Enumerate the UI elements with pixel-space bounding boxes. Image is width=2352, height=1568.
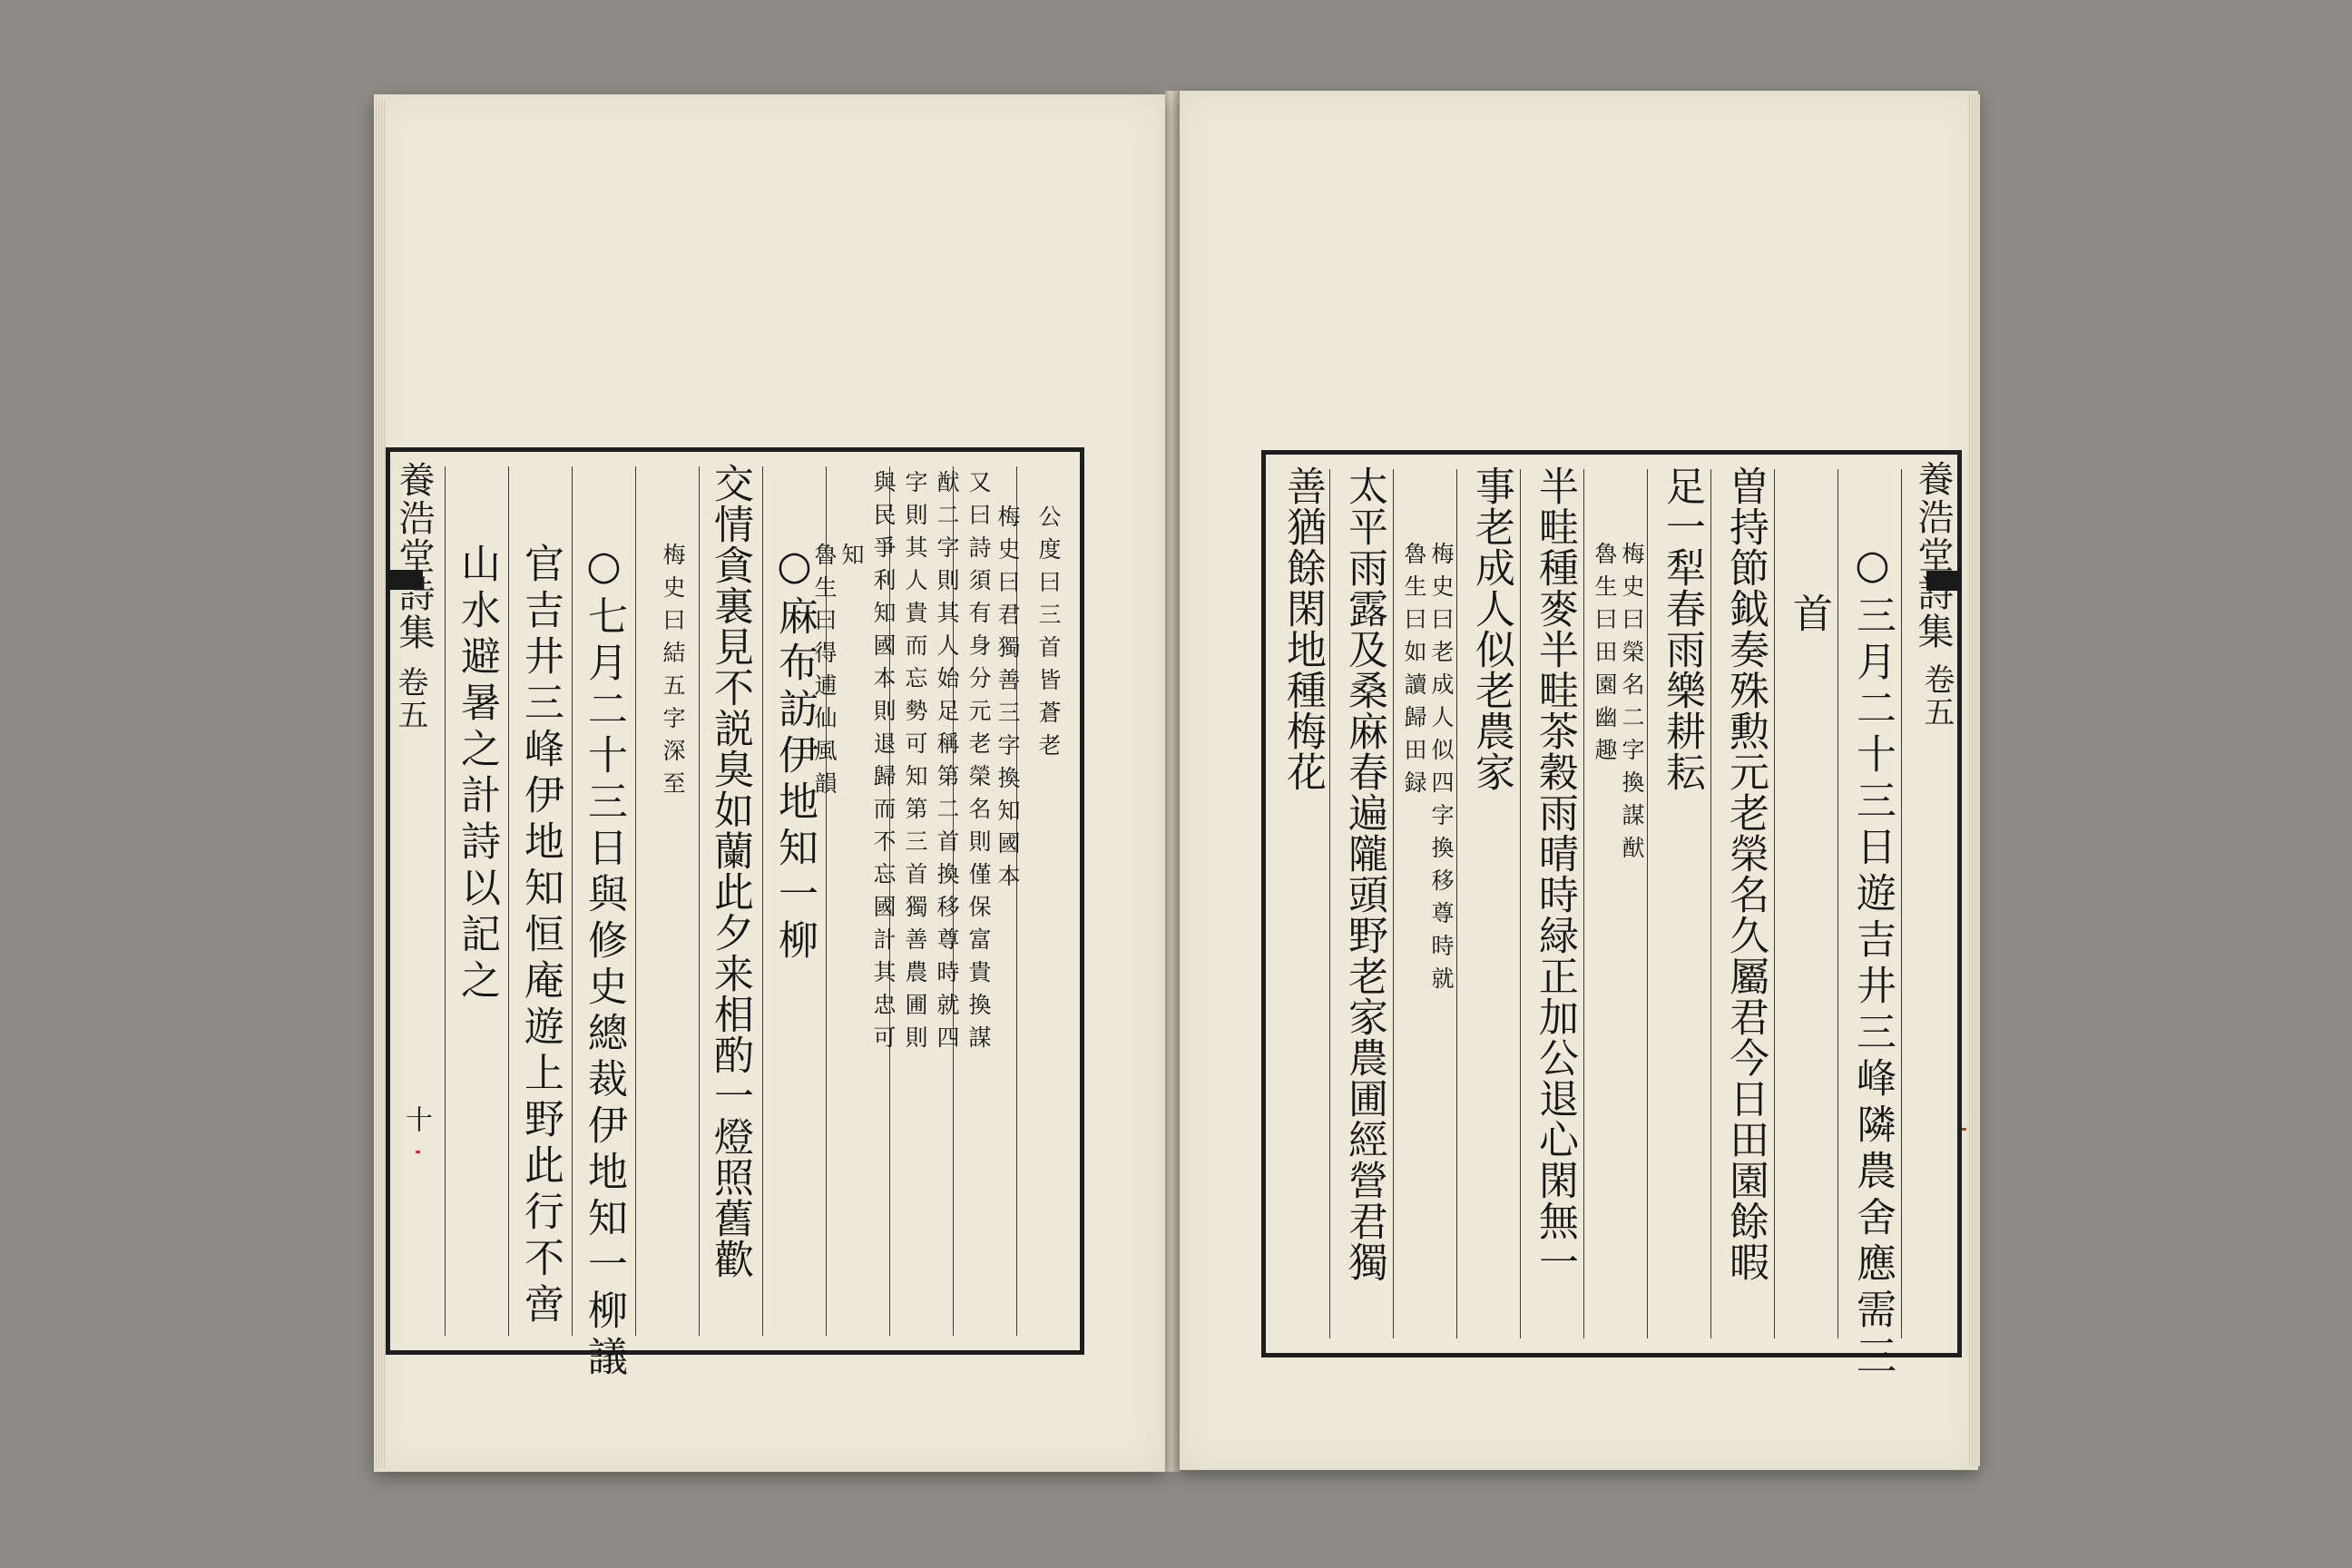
right-col-12: 善猶餘閑地種梅花 <box>1279 466 1326 792</box>
right-col-2: 首 <box>1786 593 1832 639</box>
left-col-3: 又曰詩須有身分元老榮名則僅保富貴換謀 <box>965 470 992 1058</box>
right-col-9: 梅史曰老成人似四字換移尊時就 <box>1428 542 1455 999</box>
left-page-number: 十 <box>400 1105 432 1132</box>
left-col-2: 梅史曰君獨善三字換知國本 <box>995 505 1021 897</box>
left-col-8: 魯生曰得逋仙風韻 <box>811 543 838 804</box>
left-col-6: 與民爭利知國本則退歸而不忘國計其忠可 <box>870 470 897 1058</box>
right-col-11: 太平雨露及桑麻春遍隴頭野老家農圃經營君獨 <box>1341 466 1387 1282</box>
right-col-8: 事老成人似老農家 <box>1468 466 1514 792</box>
left-col-14: 山水避暑之計詩以記之 <box>454 543 500 1005</box>
right-col-7: 半畦種麥半畦茶穀雨晴時緑正加公退心閑無一 <box>1532 466 1578 1282</box>
right-col-4: 足一犁春雨樂耕耘 <box>1659 466 1705 792</box>
left-col-12: ○七月二十三日與修史總裁伊地知一柳議 <box>581 543 627 1382</box>
left-col-13: 官吉井三峰伊地知恒庵遊上野此行不啻 <box>517 543 564 1329</box>
left-col-7: 知 <box>838 543 865 575</box>
left-col-1: 公度曰三首皆蒼老 <box>1035 505 1062 766</box>
right-text-frame <box>1261 450 1962 1381</box>
left-center-title: 養浩堂詩集 <box>393 461 435 652</box>
left-col-10: 交情貪裏見不説臭如蘭此夕来相酌一燈照舊歡 <box>707 463 753 1279</box>
left-col-11: 梅史曰結五字深至 <box>660 543 686 804</box>
left-volume-label: 卷五 <box>392 666 428 731</box>
left-col-4: 猷二字則其人始足稱第二首換移尊時就四 <box>934 470 960 1058</box>
right-center-title: 養浩堂詩集 <box>1912 460 1954 651</box>
right-col-10: 魯生曰如讀歸田録 <box>1401 542 1427 803</box>
left-text-frame <box>386 447 1084 1382</box>
red-mark <box>416 1151 420 1153</box>
right-volume-label: 卷五 <box>1918 663 1955 729</box>
right-col-3: 曽持節鉞奏殊勲元老榮名久屬君今日田園餘暇 <box>1722 466 1769 1282</box>
right-col-6: 魯生曰田園幽趣 <box>1592 542 1618 770</box>
right-page-edge <box>1967 94 1980 1466</box>
right-col-5: 梅史曰榮名二字換謀猷 <box>1619 542 1645 868</box>
right-col-1: ○三月二十三日遊吉井三峰隣農舍應需三 <box>1849 542 1896 1381</box>
left-col-9: ○麻布訪伊地知一柳 <box>771 543 818 965</box>
red-mark <box>1962 1128 1966 1131</box>
book-gutter <box>1165 91 1180 1472</box>
left-col-5: 字則其人貴而忘勢可知第三首獨善農圃則 <box>902 470 928 1058</box>
left-page-edge <box>374 100 387 1468</box>
